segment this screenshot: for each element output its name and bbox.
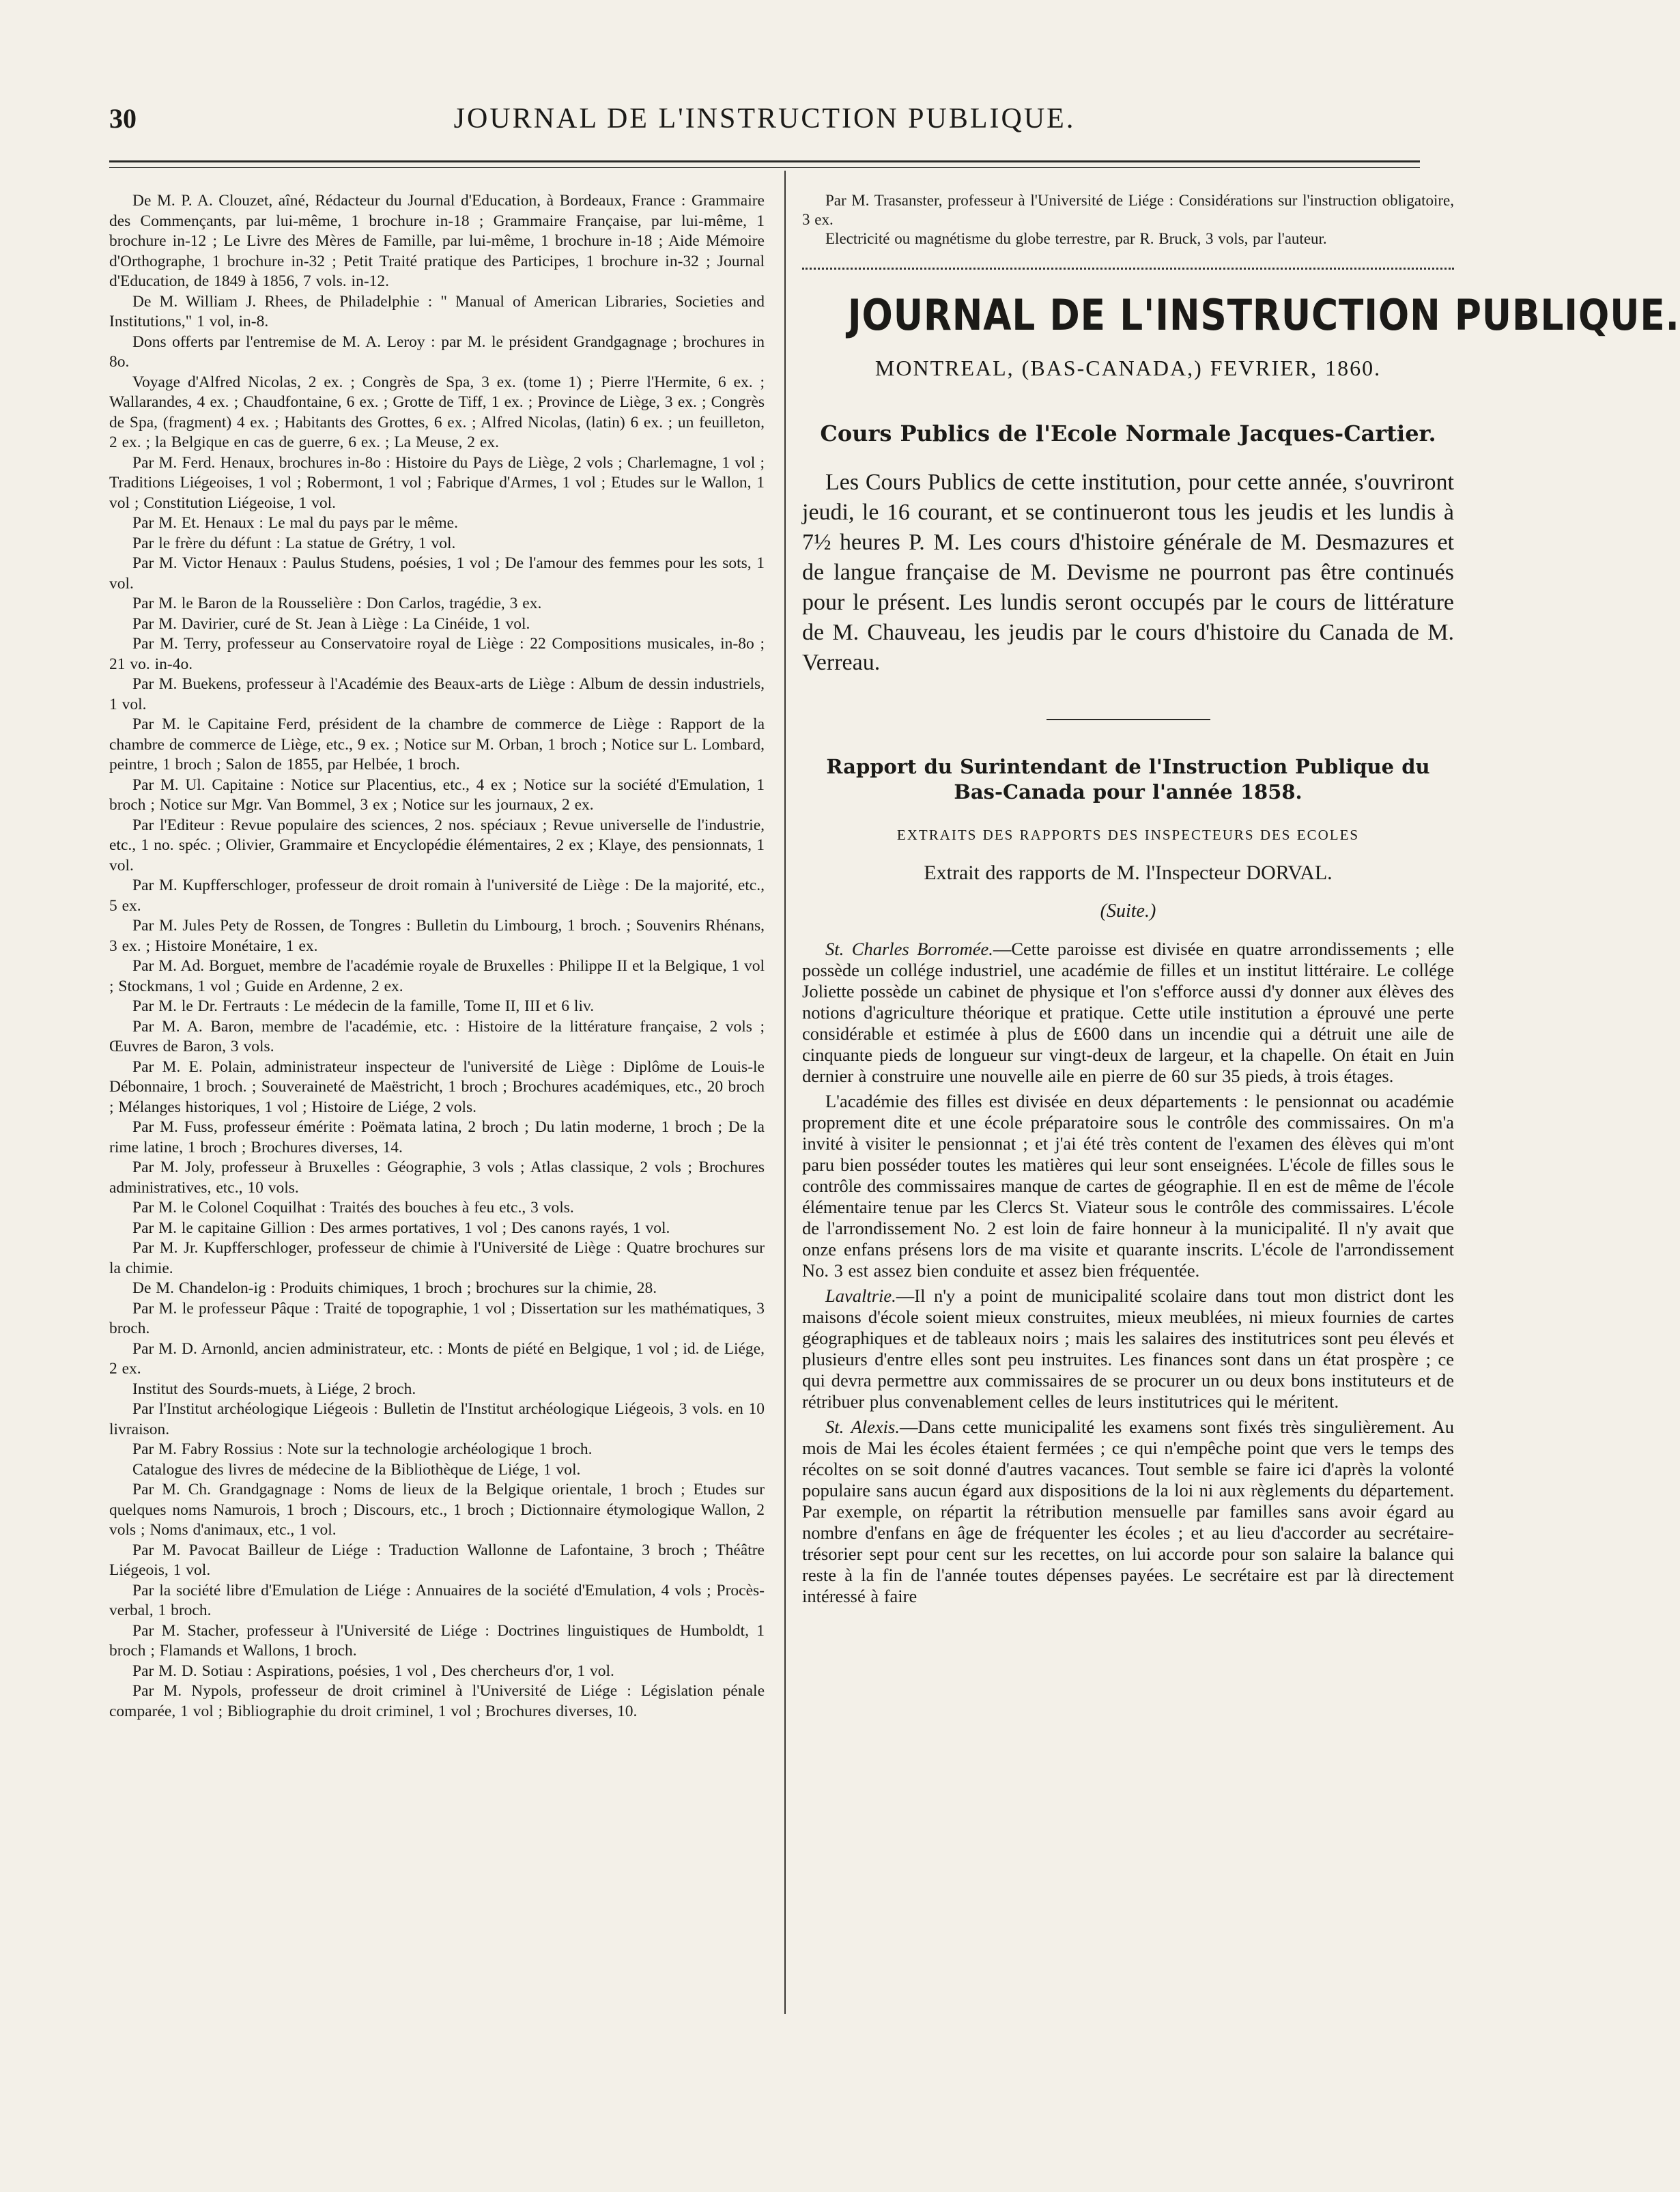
donation-entry: Par M. Ferd. Henaux, brochures in-8o : Histoire du Pays de Liège, 2 vols ; Charlemagne, 1 vol ; Traditions Liégeoises, 1 vol ; Robermont, 1 vol ; Fabrique d'Armes, 1 vol ; Etudes sur le Wallon, 1 vol ; Constitution Liégeoise, 1 vol. [109,453,765,512]
donation-entry: Par M. D. Sotiau : Aspirations, poésies, 1 vol , Des chercheurs d'or, 1 vol. [132,1662,614,1680]
extraits-subheading: EXTRAITS DES RAPPORTS DES INSPECTEURS DES ECOLES [896,826,1360,843]
donation-entry: Par la société libre d'Emulation de Liége : Annuaires de la société d'Emulation, 4 vols ; Procès-verbal, 1 broch. [109,1581,765,1619]
donation-entry: Par M. Kupfferschloger, professeur de droit romain à l'université de Liège : De la majorité, etc., 5 ex. [109,877,765,915]
donation-entry: Par M. Ch. Grandgagnage : Noms de lieux de la Belgique orientale, 1 broch ; Etudes sur quelques noms Namurois, 1 broch ; Discours, etc., 1 broch ; Dictionnaire étymologique Wallon, 2 vols ; Noms d'animaux, etc., 1 vol. [109,1481,765,1539]
donation-entry: Catalogue des livres de médecine de la Bibliothèque de Liége, 1 vol. [132,1460,581,1479]
report-body [802,939,1454,1607]
page-number: 30 [109,103,137,134]
column-divider [784,171,786,2014]
donation-entry: Par M. Ad. Borguet, membre de l'académie royale de Bruxelles : Philippe II et la Belgique, 1 vol ; Stockmans, 1 vol ; Guide en Ardenne, 2 ex. [109,957,765,995]
masthead: JOURNAL DE L'INSTRUCTION PUBLIQUE. [847,290,1680,340]
donation-entry: Par M. le capitaine Gillion : Des armes portatives, 1 vol ; Des canons rayés, 1 vol. [132,1219,670,1237]
list-item: Par M. Trasanster, professeur à l'Université de Liége : Considérations sur l'instruction obligatoire, 3 ex. [802,192,1454,228]
place-name: Lavaltrie. [825,1285,896,1306]
place-name: St. Charles Borromée. [825,939,993,959]
donation-entry: Par M. D. Arnonld, ancien administrateur, etc. : Monts de piété en Belgique, 1 vol ; id. de Liége, 2 ex. [109,1339,765,1378]
paragraph-text: —Il n'y a point de municipalité scolaire dans tout mon district dont les maisons d'école soient mieux construites, mieux meublées, ni mieux fournies de cartes géographiques et de tableaux noirs ; mais les salaires des institutrices sont peu élevés et plusieurs d'entre elles sont peu instruites. Les finances sont dans un état prospère ; ce qui devra permettre aux commissaires de se procurer un ou deux bons instituteurs et de rétribuer plus convenablement celles de leurs institutrices qui le méritent. [802,1285,1454,1412]
donation-entry: Par le frère du défunt : La statue de Grétry, 1 vol. [132,534,456,552]
donation-entry: Par M. Buekens, professeur à l'Académie des Beaux-arts de Liège : Album de dessin industriels, 1 vol. [109,675,765,713]
list-item: Electricité ou magnétisme du globe terrestre, par R. Bruck, 3 vols, par l'auteur. [825,230,1327,247]
report-paragraph [802,939,1454,1087]
donation-entry: Par M. Pavocat Bailleur de Liége : Traduction Wallonne de Lafontaine, 3 broch ; Théâtre Liégeois, 1 vol. [109,1541,765,1579]
cours-heading: Cours Publics de l'Ecole Normale Jacques-Cartier. [820,420,1436,446]
header-rule-thin [109,167,1420,168]
place-name: St. Alexis. [825,1417,900,1437]
donation-entry: De M. Chandelon-ig : Produits chimiques, 1 broch ; brochures sur la chimie, 28. [132,1279,657,1297]
donation-entry: Par M. Fabry Rossius : Note sur la technologie archéologique 1 broch. [132,1440,593,1458]
donation-entry: Par M. le Capitaine Ferd, président de la chambre de commerce de Liège : Rapport de la chambre de commerce de Liège, etc., 9 ex. ; Notice sur M. Orban, 1 broch ; Notice sur L. Lombard, peintre, 1 broch ; Salon de 1855, par Helbée, 1 broch. [109,715,765,773]
paragraph-text: L'académie des filles est divisée en deux départements : le pensionnat ou académie proprement dite et une école préparatoire sous le contrôle des commissaires. On m'a invité à visiter le pensionnat ; et j'ai été très content de l'examen des élèves qui m'ont paru bien posséder toutes les matières qui leur sont enseignées. L'école de filles sous le contrôle des commissaires manque de cartes de géographie. Il en est de même de l'école élémentaire tenue par les Clercs St. Viateur sous le contrôle des commissaires. L'école de l'arrondissement No. 2 est loin de faire honneur à la municipalité. Il n'y avait que onze enfans présens lors de ma visite et quarante inscrits. L'école de l'arrondissement No. 3 est assez bien conduite et assez bien fréquentée. [802,1091,1454,1281]
donation-entry: Par l'Institut archéologique Liégeois : Bulletin de l'Institut archéologique Liégeois, 3 vols. en 10 livraison. [109,1400,765,1438]
donation-entry: Par M. Ul. Capitaine : Notice sur Placentius, etc., 4 ex ; Notice sur la société d'Emulation, 1 broch ; Notice sur Mgr. Van Bommel, 3 ex ; Notice sur les journaux, 2 ex. [109,775,765,814]
donation-entry: Par M. Davirier, curé de St. Jean à Liège : La Cinéide, 1 vol. [132,614,530,633]
donation-entry: Par M. Terry, professeur au Conservatoire royal de Liège : 22 Compositions musicales, in-8o ; 21 vo. in-4o. [109,635,765,673]
donation-entry: Par M. Nypols, professeur de droit criminel à l'Université de Liége : Législation pénale comparée, 1 vol ; Bibliographie du droit criminel, 1 vol ; Brochures diverses, 10. [109,1682,765,1720]
donation-entry: Par M. Victor Henaux : Paulus Studens, poésies, 1 vol ; De l'amour des femmes pour les sots, 1 vol. [109,554,765,593]
donation-entry: Par M. Jr. Kupfferschloger, professeur de chimie à l'Université de Liège : Quatre brochures sur la chimie. [109,1239,765,1277]
donation-entry: Par M. A. Baron, membre de l'académie, etc. : Histoire de la littérature française, 2 vols ; Œuvres de Baron, 3 vols. [109,1017,765,1055]
donation-entry: Par M. Et. Henaux : Le mal du pays par le même. [132,514,458,532]
donation-entry: Institut des Sourds-muets, à Liége, 2 broch. [132,1380,416,1398]
suite-label: (Suite.) [1100,900,1156,922]
dateline: MONTREAL, (BAS-CANADA,) FEVRIER, 1860. [874,356,1382,380]
donation-entry: Par M. E. Polain, administrateur inspecteur de l'université de Liège : Diplôme de Louis-le Débonnaire, 1 broch. ; Souveraineté de Maëstricht, 1 broch ; Brochures académiques, etc., 20 broch ; Mélanges historiques, 1 vol ; Histoire de Liége, 2 vols. [109,1057,765,1116]
cours-text: Les Cours Publics de cette institution, pour cette année, s'ouvriront jeudi, le 16 courant, et se continueront tous les jeudis et les lundis à 7½ heures P. M. Les cours d'histoire générale de M. Desmazures et de langue française de M. Devisme ne pourront pas être continués pour le présent. Les lundis seront occupés par le cours de littérature de M. Chauveau, les jeudis par le cours d'histoire du Canada de M. Verreau. [802,469,1454,675]
report-paragraph [802,1091,1454,1281]
left-column [109,191,765,1722]
donation-entry: Par M. Stacher, professeur à l'Université de Liége : Doctrines linguistiques de Humboldt, 1 broch ; Flamands et Wallons, 1 broch. [109,1621,765,1660]
donation-entry: Par M. le Baron de la Rousselière : Don Carlos, tragédie, 3 ex. [132,595,542,612]
donation-entry: De M. P. A. Clouzet, aîné, Rédacteur du Journal d'Education, à Bordeaux, France : Grammaire des Commençants, par lui-même, 1 brochure in-18 ; Grammaire Française, par lui-même, 1 brochure in-12 ; Le Livre des Mères de Famille, par lui-même, 1 brochure in-18 ; Aide Mémoire d'Orthographe, 1 brochure in-32 ; Petit Traité pratique des Participes, 1 brochure in-32 ; Journal d'Education, de 1849 à 1856, 7 vols. in-12. [109,192,765,290]
header-rule [109,160,1420,162]
paragraph-text: —Dans cette municipalité les examens sont fixés très singulièrement. Au mois de Mai les écoles étaient fermées ; ce qui n'empêche point que vers le temps des récoltes on se soit donné d'autres vacances. Tout semble se faire ici d'après la volonté populaire sans aucun égard aux dispositions de la loi ni aux règlements du département. Par exemple, on répartit la rétribution mensuelle par familles sans avoir égard au nombre d'enfans en âge de fréquenter les écoles ; et au lieu d'accorder au secrétaire-trésorier sept pour cent sur les recettes, on lui accorde pour son salaire la balance qui reste à la fin de l'année toutes dépenses payées. Le secrétaire est par là directement intéressé à faire [802,1417,1454,1606]
donation-entry: Par M. Jules Pety de Rossen, de Tongres : Bulletin du Limbourg, 1 broch. ; Souvenirs Rhénans, 3 ex. ; Histoire Monétaire, 1 ex. [109,917,765,955]
section-rule [1047,719,1210,720]
donation-entry: Voyage d'Alfred Nicolas, 2 ex. ; Congrès de Spa, 3 ex. (tome 1) ; Pierre l'Hermite, 6 ex. ; Wallarandes, 4 ex. ; Chaudfontaine, 6 ex. ; Grotte de Tiff, 1 ex. ; Province de Liège, 3 ex. ; Congrès de Spa, (fragment) 4 ex. ; Habitants des Grottes, 6 ex. ; Alfred Nicolas, (latin) 6 ex. ; un feuilleton, 2 ex. ; la Belgique en cas de guerre, 6 ex. ; La Meuse, 2 ex. [109,373,765,451]
donation-entry: Par M. le professeur Pâque : Traité de topographie, 1 vol ; Dissertation sur les mathématiques, 3 broch. [109,1299,765,1337]
right-column [802,191,1680,1611]
donation-entry: Par M. Fuss, professeur émérite : Poëmata latina, 2 broch ; Du latin moderne, 1 broch ; De la rime latine, 1 broch ; Brochures diverses, 14. [109,1118,765,1156]
donation-entry: Par M. le Dr. Fertrauts : Le médecin de la famille, Tome II, III et 6 liv. [132,997,595,1015]
donation-entry: De M. William J. Rhees, de Philadelphie : " Manual of American Libraries, Societies and Institutions," 1 vol, in-8. [109,292,765,330]
report-paragraph [802,1417,1454,1607]
running-head [109,102,1420,143]
paragraph-text: —Cette paroisse est divisée en quatre arrondissements ; elle possède un collége industriel, une académie de filles et un institut littéraire. Le collége Joliette possède un cabinet de physique et l'on s'efforce aussi d'y donner aux élèves des notions d'agriculture théorique et pratique. Cette utile institution a éprouvé une perte considérable et estimée à plus de £600 dans un incendie qui a détruit une aile de cinquante pieds de longueur sur vingt-deux de largeur, et la chapelle. On était en Juin dernier à construire une nouvelle aile en pierre de 60 sur 35 pieds, à trois étages. [802,939,1455,1086]
running-title: JOURNAL DE L'INSTRUCTION PUBLIQUE. [453,103,1076,134]
report-heading: Rapport du Surintendant de l'Instruction Publique du Bas-Canada pour l'année 1858. [826,754,1430,803]
donation-entry: Par l'Editeur : Revue populaire des sciences, 2 nos. spéciaux ; Revue universelle de l'industrie, etc., 1 no. spéc. ; Olivier, Grammaire et Encyclopédie élémentaires, 2 ex ; Klaye, des pensionnats, 1 vol. [109,816,765,874]
report-paragraph [802,1285,1454,1412]
right-top-list [802,191,1454,248]
donation-entry: Par M. Joly, professeur à Bruxelles : Géographie, 3 vols ; Atlas classique, 2 vols ; Brochures administratives, etc., 10 vols. [109,1158,765,1197]
donation-entry: Dons offerts par l'entremise de M. A. Leroy : par M. le président Grandgagnage ; brochures in 8o. [109,332,765,371]
donation-entry: Par M. le Colonel Coquilhat : Traités des bouches à feu etc., 3 vols. [132,1199,574,1216]
extrait-line: Extrait des rapports de M. l'Inspecteur DORVAL. [924,862,1333,884]
dotted-separator [802,261,1454,270]
